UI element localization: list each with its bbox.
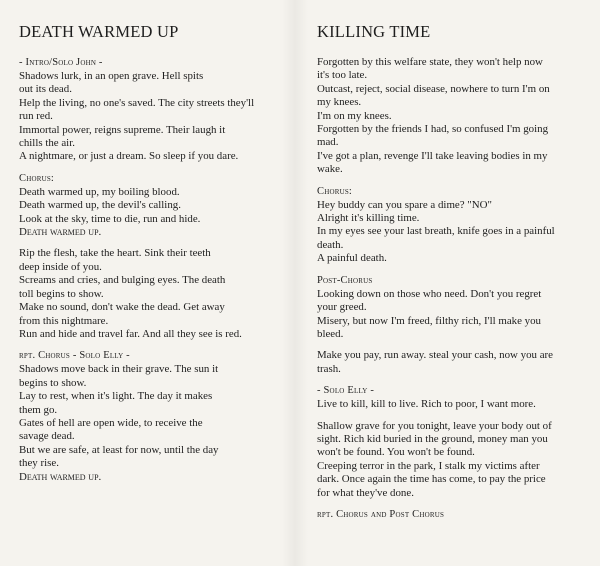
stanza xyxy=(19,172,291,240)
lyric-line: Shallow grave for you tonight, leave your body out of xyxy=(317,419,552,432)
song-title-death-warmed-up: DEATH WARMED UP xyxy=(19,22,179,41)
stanza xyxy=(19,247,291,341)
stanza xyxy=(317,349,592,376)
lyric-line: they rise. xyxy=(19,457,59,470)
section-label: rpt. Chorus - Solo Elly - xyxy=(19,350,130,362)
section-label: Chorus: xyxy=(317,185,353,197)
refrain-line: Death warmed up. xyxy=(19,226,102,239)
lyric-line: In my eyes see your last breath, knife goes in a painful xyxy=(317,225,555,238)
lyric-line: from this nightmare. xyxy=(19,314,109,327)
right-lyrics xyxy=(317,56,592,521)
stanza xyxy=(317,384,592,411)
section-label: rpt. Chorus and Post Chorus xyxy=(317,508,445,520)
lyric-line: A painful death. xyxy=(317,252,387,265)
section-label: Chorus: xyxy=(19,172,55,184)
stanza xyxy=(317,274,592,342)
lyric-line: Immortal power, reigns supreme. Their laugh it xyxy=(19,123,226,136)
lyric-line: Looking down on those who need. Don't you regret xyxy=(317,287,542,300)
lyric-line: But we are safe, at least for now, until the day xyxy=(19,443,219,456)
lyric-line: out its dead. xyxy=(19,83,72,96)
lyric-line: death. xyxy=(317,238,344,251)
lyric-line: Outcast, reject, social disease, nowhere to turn I'm on xyxy=(317,82,550,95)
lyric-line: Misery, but now I'm freed, filthy rich, I'll make you xyxy=(317,314,542,327)
lyric-line: Rip the flesh, take the heart. Sink their teeth xyxy=(19,247,211,260)
lyric-line: trash. xyxy=(317,362,341,375)
lyric-line: it's too late. xyxy=(317,69,368,82)
lyric-line: your greed. xyxy=(317,301,367,314)
section-label: - Intro/Solo John - xyxy=(19,57,103,68)
lyric-line: I've got a plan, revenge I'll take leaving bodies in my xyxy=(317,149,548,162)
lyric-line: Hey buddy can you spare a dime? "NO" xyxy=(317,198,492,211)
stanza xyxy=(317,508,592,521)
lyric-line: won't be found. You won't be found. xyxy=(317,446,475,459)
lyric-line: wake. xyxy=(317,163,343,176)
left-lyrics xyxy=(19,56,291,484)
stanza xyxy=(317,420,592,500)
lyric-line: savage dead. xyxy=(19,430,75,443)
lyric-line: Live to kill, kill to live. Rich to poor, I want more. xyxy=(317,398,536,411)
lyric-line: Make you pay, run away. steal your cash, now you are xyxy=(317,349,553,362)
lyric-line: Forgotten by the friends I had, so confused I'm going xyxy=(317,123,549,136)
section-label: Post-Chorus xyxy=(317,274,373,286)
lyric-line: Creeping terror in the park, I stalk my victims after xyxy=(317,459,540,472)
refrain-line: Death warmed up. xyxy=(19,470,102,483)
stanza xyxy=(317,56,592,177)
lyric-line: Death warmed up, the devil's calling. xyxy=(19,199,181,212)
lyric-line: Screams and cries, and bulging eyes. The death xyxy=(19,274,226,287)
lyric-line: Help the living, no one's saved. The city streets they'll xyxy=(19,96,255,109)
lyric-line: bleed. xyxy=(317,327,344,340)
lyric-line: Make no sound, don't wake the dead. Get away xyxy=(19,301,225,314)
lyric-line: Shadows move back in their grave. The sun it xyxy=(19,363,219,376)
lyric-line: Run and hide and travel far. And all they see is red. xyxy=(19,327,242,340)
lyric-line: Look at the sky, time to die, run and hide. xyxy=(19,212,201,225)
lyric-line: chills the air. xyxy=(19,137,75,150)
lyric-line: Forgotten by this welfare state, they won't help now xyxy=(317,56,543,68)
lyric-line: run red. xyxy=(19,110,53,123)
lyric-line: I'm on my knees. xyxy=(317,109,392,122)
left-column-death-warmed-up xyxy=(19,22,291,492)
lyric-line: sight. Rich kid buried in the ground, money man you xyxy=(317,432,548,445)
lyric-line: Gates of hell are open wide, to receive the xyxy=(19,416,203,429)
lyric-line: begins to show. xyxy=(19,376,87,389)
song-title-killing-time: KILLING TIME xyxy=(317,22,431,41)
right-column-killing-time xyxy=(317,22,592,529)
lyric-line: dark. Once again the time has come, to pay the price xyxy=(317,473,546,486)
lyric-line: Lay to rest, when it's light. The day it makes xyxy=(19,390,213,403)
lyric-line: for what they've done. xyxy=(317,486,414,499)
lyric-line: toll begins to show. xyxy=(19,287,104,300)
lyric-line: Death warmed up, my boiling blood. xyxy=(19,185,180,198)
stanza xyxy=(19,349,291,484)
lyric-line: Alright it's killing time. xyxy=(317,212,420,225)
lyric-line: Shadows lurk, in an open grave. Hell spits xyxy=(19,70,204,82)
section-label: - Solo Elly - xyxy=(317,385,375,397)
lyric-line: my knees. xyxy=(317,96,362,109)
lyric-line: deep inside of you. xyxy=(19,260,102,273)
lyric-line: mad. xyxy=(317,136,339,149)
stanza xyxy=(19,56,291,164)
stanza xyxy=(317,185,592,266)
lyric-line: A nightmare, or just a dream. So sleep if you dare. xyxy=(19,150,239,163)
lyric-line: them go. xyxy=(19,403,58,416)
